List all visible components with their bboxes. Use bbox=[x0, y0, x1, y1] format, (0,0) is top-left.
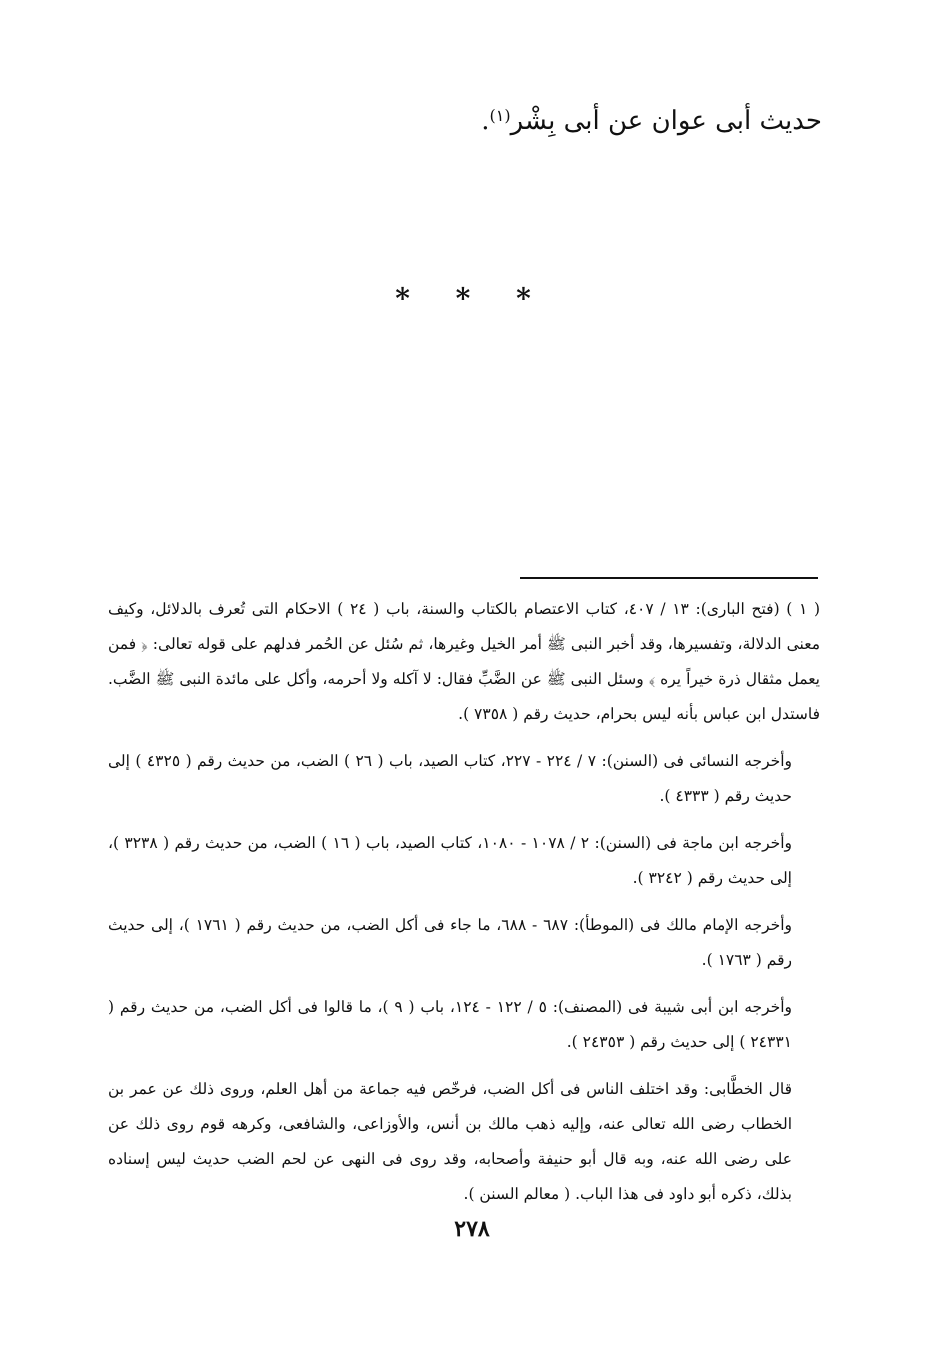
footnote-paragraph-nasai: وأخرجه النسائى فى (السنن): ٧ / ٢٢٤ - ٢٢٧، كتاب الصيد، باب ( ٢٦ ) الضب، من حديث رقم ( ٤٣٢٥ ) إلى حديث رقم ( ٤٣٣٣ ). bbox=[108, 752, 793, 805]
main-text-end-mark: . bbox=[481, 106, 490, 136]
page-number: ٢٧٨ bbox=[454, 1216, 490, 1242]
main-text: حديث أبى عوان عن أبى بِشْر bbox=[510, 106, 822, 136]
section-separator: * * * bbox=[395, 282, 549, 315]
footnote-paragraph-ibn-abi-shaybah: وأخرجه ابن أبى شيبة فى (المصنف): ٥ / ١٢٢ - ١٢٤، باب ( ٩ )، ما قالوا فى أكل الضب، من حديث رقم ( ٢٤٣٣١ ) إلى حديث رقم ( ٢٤٣٥٣ ). bbox=[108, 998, 793, 1051]
footnote-paragraph-fath-albari: ( ١ ) (فتح البارى): ١٣ / ٤٠٧، كتاب الاعتصام بالكتاب والسنة، باب ( ٢٤ ) الاحكام التى تُعرف بالدلائل، وكيف معنى الدلالة، وتفسيرها، وقد أخبر النبى ﷺ أمر الخيل وغيرها، ثم سُئل عن الحُمر فدلهم على قوله تعالى: ﴿ فمن يعمل مثقال ذرة خيراً يره ﴾ وسئل النبى ﷺ عن الضَّبِّ فقال: لا آكله ولا أحرمه، وأكل على مائدة النبى ﷺ الضَّب. فاستدل ابن عباس بأنه ليس بحرام، حديث رقم ( ٧٣٥٨ ). bbox=[108, 600, 821, 723]
footnote-paragraph-malik: وأخرجه الإمام مالك فى (الموطأ): ٦٨٧ - ٦٨٨، ما جاء فى أكل الضب، من حديث رقم ( ١٧٦١ )، إلى حديث رقم ( ١٧٦٣ ). bbox=[108, 916, 793, 969]
footnotes-section bbox=[108, 592, 820, 1224]
footnote-paragraph-ibn-majah: وأخرجه ابن ماجة فى (السنن): ٢ / ١٠٧٨ - ١٠٨٠، كتاب الصيد، باب ( ١٦ ) الضب، من حديث رقم ( ٣٢٣٨ )، إلى حديث رقم ( ٣٢٤٢ ). bbox=[108, 834, 793, 887]
footnote-rule bbox=[520, 577, 818, 579]
footnote-paragraph-khattabi: قال الخطَّابى: وقد اختلف الناس فى أكل الضب، فرخّص فيه جماعة من أهل العلم، وروى ذلك عن عمر بن الخطاب رضى الله تعالى عنه، وإليه ذهب مالك بن أنس، والأوزاعى، والشافعى، وكرهه قوم روى ذلك عن على رضى الله عنه، وبه قال أبو حنيفة وأصحابه، وقد روى فى النهى عن لحم الضب حديث ليس إسناده بذلك، ذكره أبو داود فى هذا الباب. ( معالم السنن ). bbox=[108, 1080, 792, 1203]
footnote-reference: (١) bbox=[489, 106, 511, 125]
main-text-line bbox=[122, 96, 822, 141]
